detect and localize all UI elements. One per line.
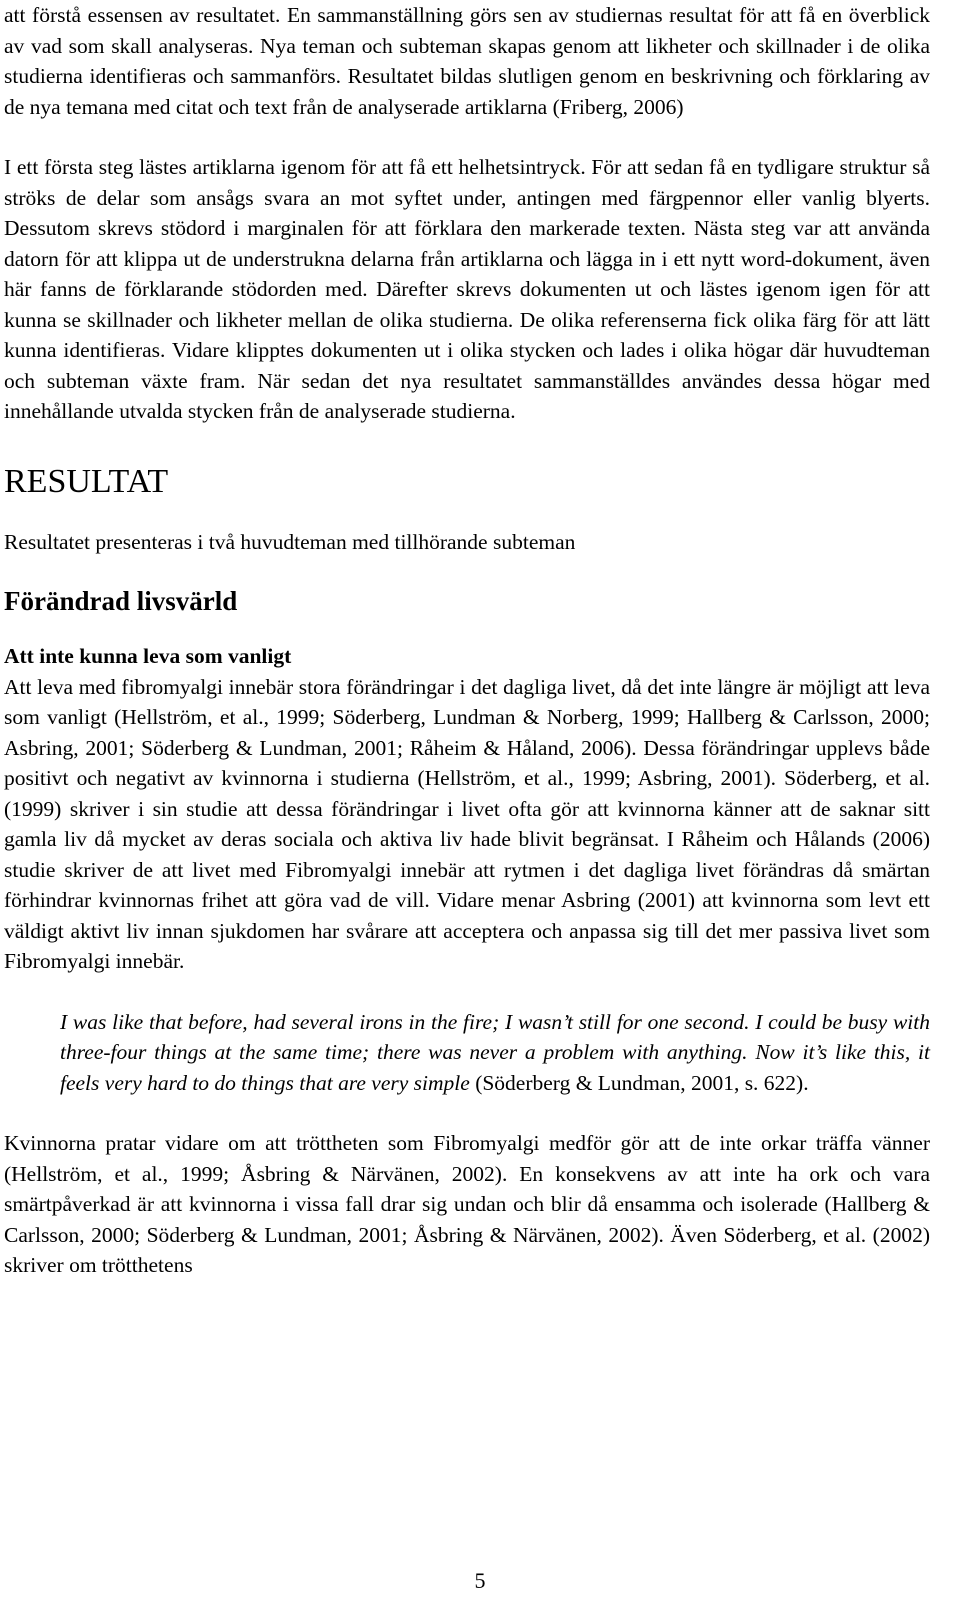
paragraph-method-2: I ett första steg lästes artiklarna igenom för att få ett helhetsintryck. För att sedan få en tydligare struktur så ströks de delar som ansågs svara an mot syftet under, antingen med färgpennor eller vanlig blyerts. Dessutom skrevs stödord i marginalen för att förklara den markerade texten. Nästa steg var att använda datorn för att klippa ut de understrukna delarna från artiklarna och lägga in i ett nytt word-dokument, även här fanns de förklarande stödorden med. Därefter skrevs dokumenten ut och lästes igenom igen för att kunna se skillnader och likheter mellan de olika studierna. De olika referenserna fick olika färg för att lätt kunna identifieras. Vidare klipptes dokumenten ut i olika stycken och lades i olika högar där huvudteman och subteman växte fram. När sedan det nya resultatet sammanställdes användes dessa högar med innehållande utvalda stycken från de analyserade studierna. [4,155,930,423]
paragraph-results-1: Att leva med fibromyalgi innebär stora förändringar i det dagliga livet, då det inte längre är möjligt att leva som vanligt (Hellström, et al., 1999; Söderberg, Lundman & Norberg, 1999; Hallberg & Carlsson, 2000; Asbring, 2001; Söderberg & Lundman, 2001; Råheim & Håland, 2006). Dessa förändringar upplevs både positivt och negativt av kvinnorna i studierna (Hellström, et al., 1999; Asbring, 2001). Söderberg, et al. (1999) skriver i sin studie att dessa förändringar i livet ofta gör att kvinnorna känner att de saknar sitt gamla liv då mycket av deras sociala och aktiva liv hade blivit begränsat. I Råheim och Hålands (2006) studie skriver de att livet med Fibromyalgi innebär att rytmen i det dagliga livet förändras då smärtan förhindrar kvinnornas frihet att göra vad de vill. Vidare menar Asbring (2001) att kvinnorna som levt ett väldigt aktivt liv innan sjukdomen har svårare att acceptera och anpassa sig till det mer passiva livet som Fibromyalgi innebär. [4,674,930,973]
document-page [4,0,930,1281]
heading-main-theme: Förändrad livsvärld [4,586,238,616]
quote-citation: (Söderberg & Lundman, 2001, s. 622). [469,1070,809,1095]
heading-subtheme: Att inte kunna leva som vanligt [4,644,292,668]
page-number: 5 [474,1568,486,1593]
quote-text: I was like that before, had several irons in the fire; I wasn’t still for one second. I could be busy with three-four things at the same time; there was never a problem with anything. Now it’s like this, it feels very hard to do things that are very simple [60,1009,930,1095]
heading-resultat: RESULTAT [4,462,169,500]
block-quote [60,1007,930,1099]
paragraph-method-1: att förstå essensen av resultatet. En sammanställning görs sen av studiernas resultat för att få en överblick av vad som skall analyseras. Nya teman och subteman skapas genom att likheter och skillnader i de olika studierna identifieras och sammanförs. Resultatet bildas slutligen genom en beskrivning och förklaring av de nya temana med citat och text från de analyserade artiklarna (Friberg, 2006) [4,3,930,119]
paragraph-results-2: Kvinnorna pratar vidare om att tröttheten som Fibromyalgi medför gör att de inte orkar träffa vänner (Hellström, et al., 1999; Åsbring & Närvänen, 2002). En konsekvens av att inte ha ork och vara smärtpåverkad är att kvinnorna i vissa fall drar sig undan och blir då ensamma och isolerade (Hallberg & Carlsson, 2000; Söderberg & Lundman, 2001; Åsbring & Närvänen, 2002). Även Söderberg, et al. (2002) skriver om trötthetens [4,1131,930,1277]
results-intro: Resultatet presenteras i två huvudteman med tillhörande subteman [4,529,576,554]
